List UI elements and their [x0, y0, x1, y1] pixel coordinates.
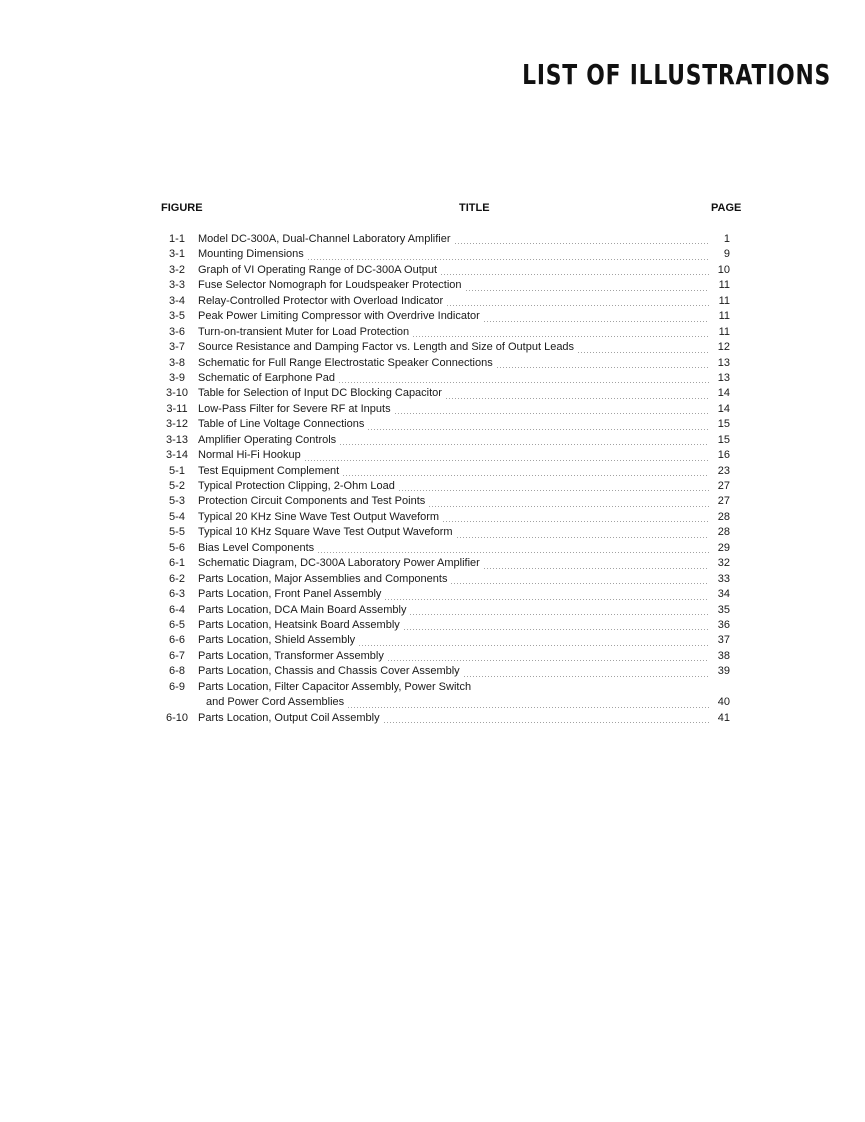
dot-leader: [483, 321, 709, 322]
page-number: 11: [718, 310, 730, 323]
page-number: 33: [717, 572, 730, 585]
title-cell: [198, 232, 709, 247]
page-number: 10: [717, 263, 730, 276]
title-cell: [198, 494, 709, 509]
figure-number: 3-8: [169, 356, 185, 369]
title-cell: [198, 633, 709, 648]
list-item: [150, 371, 730, 386]
title-cell: [198, 649, 709, 664]
page-number: 9: [723, 248, 730, 261]
list-item: [150, 556, 730, 571]
title-cell: [198, 371, 709, 386]
list-item: [150, 433, 730, 448]
dot-leader: [446, 305, 709, 306]
figure-title: Parts Location, Chassis and Chassis Cover Assembly: [198, 665, 460, 678]
figure-title: Typical 20 KHz Sine Wave Test Output Waveform: [198, 510, 440, 523]
figure-title: Typical 10 KHz Square Wave Test Output Waveform: [198, 526, 453, 539]
figure-title: Table for Selection of Input DC Blocking Capacitor: [198, 387, 442, 400]
page-number: 27: [717, 495, 730, 508]
figure-number: 3-14: [165, 449, 189, 462]
dot-leader: [358, 645, 709, 646]
page-number: 29: [717, 541, 730, 554]
figure-number: 6-7: [169, 649, 185, 662]
dot-leader: [387, 660, 709, 661]
dot-leader: [307, 259, 709, 260]
title-cell: [198, 464, 709, 479]
title-cell: [198, 386, 709, 401]
dot-leader: [577, 352, 709, 353]
list-item: [150, 572, 730, 587]
figure-number: 3-3: [169, 279, 185, 292]
list-item: [150, 587, 730, 602]
title-cell: [198, 603, 709, 618]
title-cell: [198, 541, 709, 556]
dot-leader: [347, 707, 709, 708]
figure-number: 3-1: [169, 248, 185, 261]
figure-number: 6-2: [169, 572, 185, 585]
figure-title: Schematic Diagram, DC-300A Laboratory Power Amplifier: [198, 557, 480, 570]
figure-title: Protection Circuit Components and Test Points: [198, 495, 426, 508]
list-item: [150, 649, 730, 664]
figure-title: Normal Hi-Fi Hookup: [198, 449, 301, 462]
title-cell: [198, 325, 709, 340]
dot-leader: [463, 676, 709, 677]
dot-leader: [317, 552, 709, 553]
figure-title: Graph of VI Operating Range of DC-300A Output: [198, 263, 438, 276]
list-item: [150, 464, 730, 479]
page-number: 39: [717, 665, 730, 678]
figure-title: Peak Power Limiting Compressor with Overdrive Indicator: [198, 310, 480, 323]
list-item: [150, 680, 730, 695]
figure-title: Bias Level Components: [198, 541, 315, 554]
figure-number: 5-5: [169, 526, 185, 539]
page-number: 32: [717, 557, 730, 570]
list-item: [150, 417, 730, 432]
title-cell: [198, 556, 709, 571]
list-item: [150, 402, 730, 417]
figure-title: Model DC-300A, Dual-Channel Laboratory Amplifier: [198, 233, 451, 245]
dot-leader: [412, 336, 709, 337]
figure-title: Amplifier Operating Controls: [198, 433, 337, 446]
title-cell: [198, 309, 709, 324]
figure-title: Fuse Selector Nomograph for Loudspeaker Protection: [198, 279, 462, 292]
title-column-header: TITLE: [459, 202, 490, 214]
page-number: 41: [717, 711, 730, 724]
figure-title-line2: and Power Cord Assemblies: [206, 696, 345, 709]
title-cell: [198, 525, 709, 540]
dot-leader: [496, 367, 709, 368]
dot-leader: [440, 274, 709, 275]
page-number: 14: [717, 387, 730, 400]
dot-leader: [342, 475, 709, 476]
page-number: 23: [717, 464, 730, 477]
page-number: 35: [717, 603, 730, 616]
figure-number: 6-5: [169, 618, 185, 631]
page-number: 11: [718, 325, 730, 338]
page-number: 36: [717, 618, 730, 631]
page-number: 28: [717, 510, 730, 523]
figure-number: 3-11: [166, 402, 188, 415]
page-number: 16: [717, 449, 730, 462]
page-number: 38: [717, 649, 730, 662]
figure-title: Schematic of Earphone Pad: [198, 371, 335, 384]
title-cell: [198, 479, 709, 494]
list-item: [150, 633, 730, 648]
figure-number: 6-1: [169, 557, 185, 570]
page-number: 15: [717, 433, 730, 446]
dot-leader: [445, 398, 709, 399]
title-cell: [198, 433, 709, 448]
dot-leader: [383, 722, 709, 723]
title-cell: [198, 356, 709, 371]
list-item: [150, 479, 730, 494]
figure-title: Relay-Controlled Protector with Overload Indicator: [198, 294, 444, 307]
figure-title: Parts Location, Heatsink Board Assembly: [198, 618, 400, 631]
page-number: 15: [717, 418, 730, 431]
dot-leader: [384, 599, 709, 600]
page-column-header: PAGE: [711, 202, 742, 214]
figure-number: 3-4: [169, 294, 185, 307]
figure-title: Parts Location, Filter Capacitor Assembly, Power Switch: [198, 680, 472, 693]
list-item: [150, 494, 730, 509]
dot-leader: [454, 243, 709, 244]
figure-number: 3-10: [165, 387, 189, 400]
title-cell: [198, 664, 709, 679]
dot-leader: [465, 290, 709, 291]
figure-number: 3-6: [169, 325, 185, 338]
figure-title: Parts Location, Front Panel Assembly: [198, 588, 382, 601]
figure-number: 3-5: [169, 310, 185, 323]
figure-number: 5-6: [169, 541, 185, 554]
figure-title: Low-Pass Filter for Severe RF at Inputs: [198, 402, 391, 415]
list-item: [150, 664, 730, 679]
title-cell: [198, 587, 709, 602]
figure-number: 6-4: [169, 603, 185, 616]
figure-number: 5-2: [169, 480, 185, 492]
title-cell: [198, 572, 709, 587]
figure-number: 6-3: [169, 588, 185, 601]
dot-leader: [450, 583, 709, 584]
title-cell: [198, 247, 709, 262]
title-cell: [198, 294, 709, 309]
dot-leader: [403, 629, 709, 630]
figure-title: Parts Location, Shield Assembly: [198, 634, 356, 647]
figure-number: 5-1: [169, 464, 185, 477]
dot-leader: [428, 506, 709, 507]
figure-number: 1-1: [169, 233, 185, 245]
page-number: 11: [718, 279, 730, 292]
page-number: 14: [717, 402, 730, 415]
figure-number: 6-9: [169, 680, 185, 693]
list-item: [150, 356, 730, 371]
page-title: LIST OF ILLUSTRATIONS: [522, 58, 831, 91]
page-number: 27: [717, 480, 730, 492]
dot-leader: [394, 413, 709, 414]
title-cell: [198, 448, 709, 463]
list-item: [150, 541, 730, 556]
title-cell: [198, 510, 709, 525]
page-number: 34: [717, 588, 730, 601]
dot-leader: [338, 382, 709, 383]
list-item: [150, 510, 730, 525]
title-cell: [198, 340, 709, 355]
title-cell: [198, 263, 709, 278]
list-item: [150, 603, 730, 618]
title-cell: [198, 711, 709, 726]
figure-title: Schematic for Full Range Electrostatic Speaker Connections: [198, 356, 493, 369]
page-number: 11: [718, 294, 730, 307]
figure-number: 3-7: [169, 341, 185, 354]
illustration-list: [150, 232, 730, 726]
list-item: [150, 386, 730, 401]
dot-leader: [442, 521, 709, 522]
figure-number: 6-6: [169, 634, 185, 647]
page-number: 13: [717, 356, 730, 369]
list-item-continuation: [150, 695, 730, 710]
list-item: [150, 278, 730, 293]
page-number: 28: [717, 526, 730, 539]
list-item: [150, 247, 730, 262]
figure-number: 3-9: [169, 371, 185, 384]
figure-number: 6-8: [169, 665, 185, 678]
figure-title: Typical Protection Clipping, 2-Ohm Load: [198, 480, 395, 492]
dot-leader: [398, 490, 709, 491]
figure-column-header: FIGURE: [161, 202, 203, 214]
page-number: 1: [723, 233, 730, 245]
figure-number: 3-13: [165, 433, 189, 446]
figure-title: Source Resistance and Damping Factor vs. Length and Size of Output Leads: [198, 341, 575, 354]
list-item: [150, 711, 730, 726]
figure-title: Parts Location, Major Assemblies and Components: [198, 572, 448, 585]
figure-title: Table of Line Voltage Connections: [198, 418, 365, 431]
figure-number: 5-3: [169, 495, 185, 508]
title-cell: [198, 695, 709, 710]
page-number: 37: [717, 634, 730, 647]
list-item: [150, 618, 730, 633]
title-cell: [198, 278, 709, 293]
figure-title: Test Equipment Complement: [198, 464, 340, 477]
page-number: 13: [717, 371, 730, 384]
dot-leader: [409, 614, 709, 615]
list-item: [150, 340, 730, 355]
figure-number: 3-2: [169, 263, 185, 276]
title-cell: [198, 417, 709, 432]
figure-number: 6-10: [165, 711, 189, 724]
list-item: [150, 232, 730, 247]
figure-title: Parts Location, DCA Main Board Assembly: [198, 603, 407, 616]
title-cell: [198, 402, 709, 417]
list-item: [150, 263, 730, 278]
page-number: 12: [717, 341, 730, 354]
dot-leader: [304, 460, 709, 461]
dot-leader: [339, 444, 709, 445]
title-cell: [198, 680, 730, 695]
list-item: [150, 525, 730, 540]
figure-title: Mounting Dimensions: [198, 248, 304, 261]
list-item: [150, 309, 730, 324]
page-number: 40: [717, 696, 730, 709]
list-item: [150, 448, 730, 463]
dot-leader: [456, 537, 709, 538]
figure-title: Turn-on-transient Muter for Load Protection: [198, 325, 410, 338]
list-item: [150, 325, 730, 340]
figure-title: Parts Location, Output Coil Assembly: [198, 711, 380, 724]
figure-number: 5-4: [169, 510, 185, 523]
dot-leader: [483, 568, 709, 569]
figure-title: Parts Location, Transformer Assembly: [198, 649, 384, 662]
title-cell: [198, 618, 709, 633]
list-item: [150, 294, 730, 309]
figure-number: 3-12: [165, 418, 189, 431]
dot-leader: [367, 429, 709, 430]
